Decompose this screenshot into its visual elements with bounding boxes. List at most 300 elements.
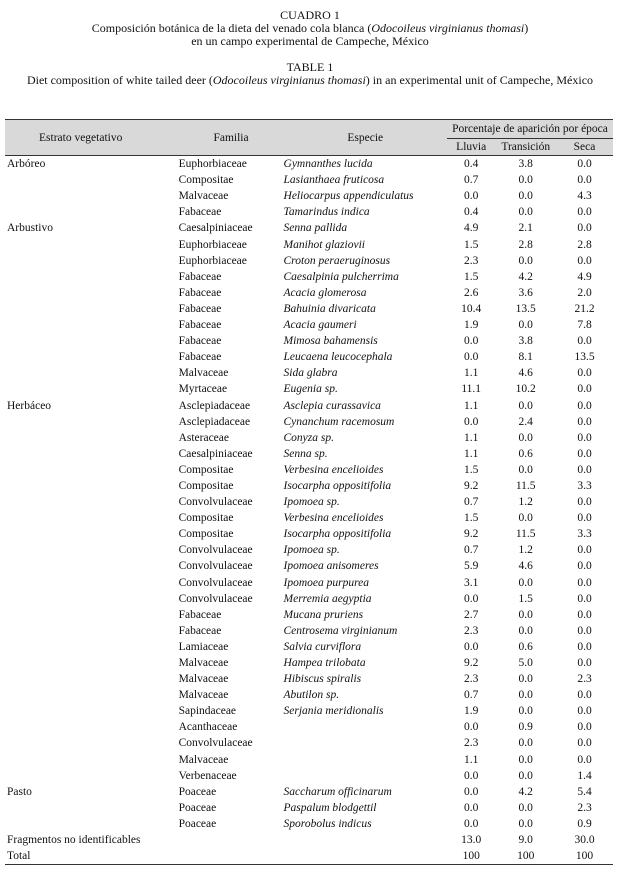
cell-familia: Myrtaceae <box>178 383 228 396</box>
cell-transicion: 4.6 <box>518 367 533 380</box>
table-row <box>5 623 613 639</box>
cell-lluvia: 0.0 <box>464 769 479 782</box>
table-row <box>5 607 613 623</box>
cell-especie: Abutilon sp. <box>283 689 340 702</box>
cell-especie: Saccharum officinarum <box>283 785 392 798</box>
table-row <box>5 558 613 574</box>
cell-especie: Ipomoea anisomeres <box>283 560 379 573</box>
cell-seca: 0.0 <box>577 206 592 219</box>
cell-estrato: Fragmentos no identificables <box>7 834 141 847</box>
table-row <box>5 510 613 526</box>
cell-especie: Senna pallida <box>283 222 348 235</box>
col-header-lluvia: Lluvia <box>447 139 495 156</box>
cell-seca: 0.0 <box>577 640 592 653</box>
cell-lluvia: 5.9 <box>464 560 479 573</box>
cell-familia: Euphorbiaceae <box>178 158 247 171</box>
cell-lluvia: 0.0 <box>464 190 479 203</box>
cell-especie <box>284 719 447 735</box>
cell-seca: 2.3 <box>577 801 592 814</box>
table-row <box>5 719 613 735</box>
cell-transicion: 0.0 <box>518 705 533 718</box>
cell-lluvia: 0.0 <box>464 817 479 830</box>
table-row <box>5 542 613 558</box>
cell-lluvia: 1.1 <box>464 753 479 766</box>
cell-seca: 0.0 <box>577 624 592 637</box>
cell-estrato: Total <box>5 848 179 865</box>
cell-especie: Merremia aegyptia <box>283 592 372 605</box>
cell-seca: 0.0 <box>577 383 592 396</box>
cell-especie: Verbesina encelioides <box>283 463 384 476</box>
cell-especie: Paspalum blodgettil <box>283 801 377 814</box>
cell-seca: 0.0 <box>577 753 592 766</box>
cell-seca: 2.0 <box>577 286 592 299</box>
cell-lluvia: 1.1 <box>464 447 479 460</box>
cell-familia: Fabaceae <box>178 302 222 315</box>
cell-especie: Sporobolus indicus <box>283 817 372 830</box>
cell-lluvia: 1.5 <box>464 238 479 251</box>
cell-familia: Fabaceae <box>178 270 222 283</box>
table-row <box>5 204 613 220</box>
cell-estrato <box>5 381 179 397</box>
cell-transicion: 3.8 <box>518 158 533 171</box>
cell-especie: Eugenia sp. <box>283 383 338 396</box>
cell-transicion: 0.0 <box>518 463 533 476</box>
cell-familia: Fabaceae <box>178 286 222 299</box>
cell-estrato <box>5 430 179 446</box>
table-row <box>5 220 613 236</box>
cell-especie: Caesalpinia pulcherrima <box>283 270 399 283</box>
cell-seca: 0.0 <box>577 705 592 718</box>
cell-estrato <box>5 623 179 639</box>
cell-familia: Convolvulaceae <box>178 592 253 605</box>
cell-lluvia: 0.0 <box>464 351 479 364</box>
cell-especie: Isocarpha oppositifolia <box>283 479 392 492</box>
cell-lluvia: 0.4 <box>464 158 479 171</box>
cell-lluvia: 1.5 <box>464 463 479 476</box>
cell-familia: Compositae <box>178 528 234 541</box>
cell-familia: Fabaceae <box>178 351 222 364</box>
cell-especie: Serjania meridionalis <box>283 705 384 718</box>
cell-lluvia: 1.5 <box>464 270 479 283</box>
cell-transicion: 0.0 <box>518 319 533 332</box>
cell-lluvia: 2.3 <box>464 673 479 686</box>
cell-lluvia: 0.0 <box>464 640 479 653</box>
cell-seca: 0.0 <box>577 560 592 573</box>
cell-seca: 100 <box>556 848 613 865</box>
table-row <box>5 639 613 655</box>
cell-especie <box>284 735 447 751</box>
cell-lluvia: 1.9 <box>464 705 479 718</box>
cell-familia: Fabaceae <box>178 206 222 219</box>
cell-transicion: 0.0 <box>518 673 533 686</box>
cell-transicion: 3.8 <box>518 335 533 348</box>
cell-familia: Lamiaceae <box>178 640 229 653</box>
col-header-transicion: Transición <box>495 139 556 156</box>
cell-seca: 1.4 <box>577 769 592 782</box>
cell-familia: Fabaceae <box>178 608 222 621</box>
cell-lluvia: 2.3 <box>464 624 479 637</box>
cell-especie <box>284 832 447 848</box>
table-row <box>5 349 613 365</box>
cell-estrato <box>5 462 179 478</box>
cell-familia: Acanthaceae <box>178 721 238 734</box>
cell-estrato: Herbáceo <box>7 399 52 412</box>
cell-estrato: Pasto <box>7 785 32 798</box>
cell-lluvia: 1.9 <box>464 319 479 332</box>
cell-estrato <box>5 365 179 381</box>
cell-especie: Hibiscus spiralis <box>283 673 362 686</box>
cell-especie: Croton peraeruginosus <box>283 254 391 267</box>
cell-familia <box>179 848 284 865</box>
table-row <box>5 768 613 784</box>
cell-especie: Lasianthaea fruticosa <box>283 174 385 187</box>
cell-estrato: Arbóreo <box>7 158 46 171</box>
cell-familia: Euphorbiaceae <box>178 238 247 251</box>
cell-estrato <box>5 269 179 285</box>
cell-lluvia: 2.3 <box>464 254 479 267</box>
cell-familia: Verbenaceae <box>178 769 237 782</box>
cell-transicion: 0.0 <box>518 689 533 702</box>
cell-lluvia: 0.7 <box>464 174 479 187</box>
cell-lluvia: 0.7 <box>464 544 479 557</box>
cell-transicion: 11.5 <box>515 479 536 492</box>
cell-estrato <box>5 768 179 784</box>
table-row <box>5 414 613 430</box>
cell-transicion: 5.0 <box>518 657 533 669</box>
cell-transicion: 2.8 <box>518 238 533 251</box>
cell-seca: 0.0 <box>577 496 592 509</box>
table-row <box>5 832 613 848</box>
cell-especie: Isocarpha oppositifolia <box>283 528 392 541</box>
cell-transicion: 4.2 <box>518 270 533 283</box>
cell-transicion: 3.6 <box>518 286 533 299</box>
cell-transicion: 10.2 <box>515 383 536 396</box>
cell-estrato <box>5 285 179 301</box>
cell-familia: Poaceae <box>178 817 217 830</box>
cuadro-label: CUADRO 1 <box>280 8 340 22</box>
cell-familia: Convolvulaceae <box>178 496 253 509</box>
col-header-especie: Especie <box>284 120 447 156</box>
cell-transicion: 0.0 <box>518 174 533 187</box>
cell-especie: Mimosa bahamensis <box>283 335 378 348</box>
table-body <box>5 156 613 865</box>
cell-especie: Ipomoea sp. <box>283 496 340 509</box>
cell-seca: 2.3 <box>577 673 592 686</box>
cell-estrato: Arbustivo <box>7 222 53 235</box>
cell-seca: 0.0 <box>577 544 592 557</box>
cell-familia: Poaceae <box>178 801 217 814</box>
cell-seca: 0.0 <box>577 463 592 476</box>
table-row <box>5 301 613 317</box>
cell-seca: 0.0 <box>577 592 592 605</box>
cell-lluvia: 4.9 <box>464 222 479 235</box>
table-row <box>5 784 613 800</box>
cell-transicion: 0.0 <box>518 399 533 412</box>
cell-estrato <box>5 752 179 768</box>
cell-estrato <box>5 478 179 494</box>
cell-estrato <box>5 816 179 832</box>
cell-transicion: 8.1 <box>518 351 533 364</box>
cell-especie: Asclepia curassavica <box>283 399 381 412</box>
cell-seca: 0.0 <box>577 512 592 525</box>
cell-estrato <box>5 526 179 542</box>
cell-lluvia: 10.4 <box>461 302 482 315</box>
cell-lluvia: 1.1 <box>464 399 479 412</box>
cell-especie: Acacia gaumeri <box>283 319 357 332</box>
cell-seca: 0.0 <box>577 367 592 380</box>
cell-transicion: 1.2 <box>518 544 533 557</box>
cell-seca: 0.0 <box>577 415 592 428</box>
cell-lluvia: 0.0 <box>464 335 479 348</box>
cell-transicion: 4.6 <box>518 560 533 573</box>
cell-seca: 0.9 <box>577 817 592 830</box>
cell-estrato <box>5 575 179 591</box>
cell-especie: Sida glabra <box>283 367 338 380</box>
table-row <box>5 735 613 751</box>
col-header-familia: Familia <box>179 120 284 156</box>
cell-familia: Malvaceae <box>178 689 229 702</box>
cell-estrato <box>5 687 179 703</box>
cell-transicion: 0.0 <box>518 206 533 219</box>
cell-transicion: 1.5 <box>518 592 533 605</box>
cell-seca: 0.0 <box>577 447 592 460</box>
cell-familia: Caesalpiniaceae <box>178 447 253 460</box>
col-header-porcentaje: Porcentaje de aparición por época <box>447 120 613 139</box>
cell-seca: 7.8 <box>577 319 592 332</box>
cell-especie: Leucaena leucocephala <box>283 351 393 364</box>
cell-especie: Ipomoea purpurea <box>283 576 370 589</box>
cell-familia: Compositae <box>178 174 234 187</box>
cell-lluvia: 9.2 <box>464 528 479 541</box>
table-row <box>5 671 613 687</box>
cell-transicion: 0.0 <box>518 431 533 444</box>
cell-seca: 2.8 <box>577 238 592 251</box>
cell-estrato <box>5 655 179 671</box>
cell-especie: Manihot glaziovii <box>283 238 365 251</box>
cell-transicion: 0.6 <box>518 640 533 653</box>
cell-estrato <box>5 494 179 510</box>
table-row <box>5 816 613 832</box>
cell-familia: Convolvulaceae <box>178 544 253 557</box>
cell-lluvia: 0.0 <box>464 785 479 798</box>
cell-familia: Malvaceae <box>178 367 229 380</box>
cell-especie: Heliocarpus appendiculatus <box>283 190 414 203</box>
cell-seca: 30.0 <box>574 834 595 847</box>
cell-especie: Conyza sp. <box>283 431 334 444</box>
cell-especie: Salvia curviflora <box>283 640 362 653</box>
cell-especie: Tamarindus indica <box>283 206 370 219</box>
cell-estrato <box>5 735 179 751</box>
cell-seca: 5.4 <box>577 785 592 798</box>
table-row <box>5 478 613 494</box>
cell-familia: Euphorbiaceae <box>178 254 247 267</box>
cell-transicion: 0.0 <box>518 624 533 637</box>
cell-seca: 3.3 <box>577 528 592 541</box>
cell-familia: Fabaceae <box>178 335 222 348</box>
table-row <box>5 365 613 381</box>
cell-familia: Convolvulaceae <box>178 737 253 750</box>
cell-seca: 4.3 <box>577 190 592 203</box>
table-row <box>5 188 613 204</box>
cell-seca: 4.9 <box>577 270 592 283</box>
table-row <box>5 237 613 253</box>
cell-especie: Mucana pruriens <box>283 608 364 621</box>
cell-especie: Senna sp. <box>283 447 328 460</box>
table-row <box>5 526 613 542</box>
cell-estrato <box>5 414 179 430</box>
table-row <box>5 575 613 591</box>
cell-lluvia: 0.7 <box>464 496 479 509</box>
cell-estrato <box>5 591 179 607</box>
cell-familia: Malvaceae <box>178 753 229 766</box>
cell-lluvia: 0.0 <box>464 801 479 814</box>
cell-estrato <box>5 671 179 687</box>
table-row <box>5 848 613 865</box>
table-row <box>5 333 613 349</box>
cell-transicion: 0.0 <box>518 512 533 525</box>
cell-especie: Ipomoea sp. <box>283 544 340 557</box>
cell-transicion: 9.0 <box>518 834 533 847</box>
cell-familia: Malvaceae <box>178 190 229 203</box>
cell-transicion: 2.4 <box>518 415 533 428</box>
cell-transicion: 0.9 <box>518 721 533 734</box>
cell-seca: 0.0 <box>577 431 592 444</box>
cell-estrato <box>5 301 179 317</box>
table-row <box>5 591 613 607</box>
cell-especie <box>284 768 447 784</box>
cell-especie <box>284 848 447 865</box>
cell-seca: 0.0 <box>577 689 592 702</box>
cell-familia: Compositae <box>178 463 234 476</box>
scientific-name: Odocoileus virginianus thomasi <box>371 21 525 35</box>
table-row <box>5 703 613 719</box>
table-row <box>5 446 613 462</box>
cell-seca: 3.3 <box>577 479 592 492</box>
cell-seca: 0.0 <box>577 174 592 187</box>
cell-lluvia: 1.1 <box>464 367 479 380</box>
cell-familia: Asclepiadaceae <box>178 415 251 428</box>
cell-familia: Fabaceae <box>178 319 222 332</box>
cell-estrato <box>5 333 179 349</box>
cell-transicion: 13.5 <box>515 302 536 315</box>
cell-estrato <box>5 204 179 220</box>
cell-lluvia: 1.1 <box>464 431 479 444</box>
cell-lluvia: 11.1 <box>461 383 482 396</box>
cell-familia: Asclepiadaceae <box>178 399 251 412</box>
cell-familia: Compositae <box>178 479 234 492</box>
table-row <box>5 687 613 703</box>
cell-seca: 0.0 <box>577 657 592 669</box>
cell-estrato <box>5 253 179 269</box>
cell-especie: Centrosema virginianum <box>283 624 398 637</box>
table-row <box>5 800 613 816</box>
cell-estrato <box>5 172 179 188</box>
table-row <box>5 398 613 414</box>
cell-lluvia: 100 <box>447 848 495 865</box>
cell-estrato <box>5 237 179 253</box>
cell-estrato <box>5 446 179 462</box>
cell-familia: Poaceae <box>178 785 217 798</box>
cell-transicion: 1.2 <box>518 496 533 509</box>
cell-familia: Convolvulaceae <box>178 560 253 573</box>
cell-seca: 13.5 <box>574 351 595 364</box>
cell-lluvia: 1.5 <box>464 512 479 525</box>
cell-seca: 0.0 <box>577 222 592 235</box>
cell-estrato <box>5 719 179 735</box>
cell-familia: Malvaceae <box>178 673 229 686</box>
title-english: Diet composition of white tailed deer (Odocoileus virginianus thomasi) in an experimental unit of Campeche, México <box>26 73 594 87</box>
cell-seca: 0.0 <box>577 721 592 734</box>
cell-transicion: 0.6 <box>518 447 533 460</box>
table-row <box>5 381 613 397</box>
cell-familia: Malvaceae <box>178 657 229 669</box>
cell-familia: Asteraceae <box>178 431 229 444</box>
cell-estrato <box>5 558 179 574</box>
cell-especie <box>284 752 447 768</box>
cell-lluvia: 9.2 <box>464 479 479 492</box>
cell-familia: Compositae <box>178 512 234 525</box>
cell-estrato <box>5 317 179 333</box>
cell-transicion: 0.0 <box>518 817 533 830</box>
cell-especie: Verbesina encelioides <box>283 512 384 525</box>
scientific-name: Odocoileus virginianus thomasi <box>212 73 366 87</box>
cell-especie: Bahuinia divaricata <box>283 302 376 315</box>
cell-especie: Hampea trilobata <box>283 657 366 669</box>
cell-estrato <box>5 800 179 816</box>
cell-lluvia: 2.7 <box>464 608 479 621</box>
col-header-estrato: Estrato vegetativo <box>5 120 179 156</box>
cell-especie: Acacia glomerosa <box>283 286 367 299</box>
cell-lluvia: 2.6 <box>464 286 479 299</box>
cell-lluvia: 0.7 <box>464 689 479 702</box>
table-label: TABLE 1 <box>286 60 334 74</box>
table-row <box>5 269 613 285</box>
cell-transicion: 11.5 <box>515 528 536 541</box>
cell-lluvia: 0.0 <box>464 415 479 428</box>
cell-lluvia: 3.1 <box>464 576 479 589</box>
cell-seca: 0.0 <box>577 158 592 171</box>
table-caption <box>0 0 620 87</box>
cell-especie: Gymnanthes lucida <box>283 158 373 171</box>
cell-transicion: 0.0 <box>518 254 533 267</box>
cell-transicion: 0.0 <box>518 608 533 621</box>
cell-estrato <box>5 349 179 365</box>
title-spanish-line2: en un campo experimental de Campeche, México <box>191 34 429 48</box>
cell-estrato <box>5 703 179 719</box>
table-row <box>5 253 613 269</box>
diet-composition-table <box>5 119 613 865</box>
cell-seca: 0.0 <box>577 737 592 750</box>
cell-lluvia: 13.0 <box>461 834 482 847</box>
cell-lluvia: 2.3 <box>464 737 479 750</box>
table-row <box>5 655 613 671</box>
table-row <box>5 430 613 446</box>
cell-estrato <box>5 607 179 623</box>
cell-estrato <box>5 510 179 526</box>
cell-seca: 0.0 <box>577 399 592 412</box>
cell-seca: 0.0 <box>577 576 592 589</box>
cell-transicion: 0.0 <box>518 769 533 782</box>
cell-transicion: 100 <box>495 848 556 865</box>
cell-familia: Convolvulaceae <box>178 576 253 589</box>
cell-transicion: 0.0 <box>518 737 533 750</box>
cell-transicion: 4.2 <box>518 785 533 798</box>
cell-seca: 21.2 <box>574 302 595 315</box>
cell-transicion: 0.0 <box>518 576 533 589</box>
table-row <box>5 172 613 188</box>
cell-estrato <box>5 188 179 204</box>
cell-estrato <box>5 639 179 655</box>
